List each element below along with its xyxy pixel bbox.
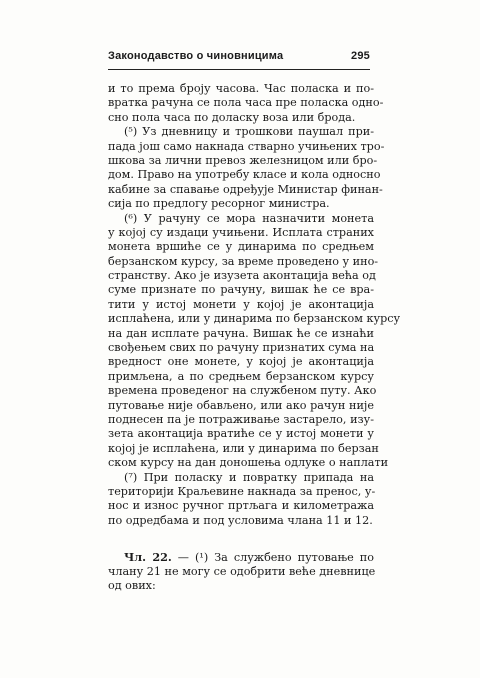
text-line: исплаћена, или у динарима по берзанском курсу [108, 312, 401, 326]
text-line: берзанском курсу, за време проведено у ино- [108, 254, 379, 268]
page-body [108, 82, 401, 593]
article-line-text: — (¹) За службено путовање по [177, 551, 374, 565]
text-line: нос и износ ручног пртљага и километража [108, 499, 374, 513]
text-line: у којој су издаци учињени. Исплата страних [108, 225, 374, 239]
text-line: сија по предлогу ресорног министра. [108, 197, 330, 211]
article-first-line [108, 550, 374, 564]
text-line: пада још само накнада стварно учињених тро- [108, 139, 385, 153]
text-line: дом. Право на употребу класе и кола односно [108, 168, 381, 182]
text-line: тити у истој монети у којој је аконтација [108, 297, 374, 311]
article-line: члану 21 не могу се одобрити веће дневнице [108, 564, 376, 578]
text-line: ском курсу на дан доношења одлуке о наплати [108, 456, 389, 470]
text-line: монета вршиће се у динарима по средњем [108, 240, 374, 254]
text-line: зета аконтација вратиће се у истој монети у [108, 427, 374, 441]
text-line: по одредбама и под условима члана 11 и 12. [108, 513, 373, 527]
text-line: вредност оне монете, у којој је аконтација [108, 355, 374, 369]
text-line: територији Краљевине накнада за пренос, у- [108, 484, 376, 498]
text-line: којој је исплаћена, или у динарима по берзан [108, 441, 379, 455]
text-line: времена проведеног на службеном путу. Ако [108, 384, 377, 398]
text-line: странству. Ако је изузета аконтација већа од [108, 269, 376, 283]
section-gap [108, 528, 374, 550]
text-line: поднесен па је потраживање застарело, изу- [108, 412, 374, 426]
article-label: Чл. 22. [124, 550, 172, 565]
text-line: кабине за спавање одређује Министар финан- [108, 182, 383, 196]
text-line: и то према броју часова. Час поласка и по- [108, 82, 374, 95]
header-rule [108, 69, 370, 70]
text-line: примљена, а по средњем берзанском курсу [108, 369, 374, 383]
text-line: путовање није обављено, или ако рачун није [108, 398, 374, 412]
running-header [108, 50, 370, 66]
text-line: шкова за лични превоз железницом или бро- [108, 153, 378, 167]
article-line: од ових: [108, 578, 156, 592]
text-line: вратка рачуна се пола часа пре поласка одно- [108, 96, 384, 110]
page-number: 295 [351, 50, 370, 62]
text-line: свођењем свих по рачуну признатих сума на [108, 341, 375, 355]
text-line: (⁵) Уз дневницу и трошкови паушал при- [124, 125, 374, 139]
text-line: (⁷) При поласку и повратку припада на [124, 470, 374, 484]
running-title: Законодавство о чиновницима [108, 50, 284, 62]
paragraph-lines [108, 82, 401, 528]
text-line: на дан исплате рачуна. Вишак ће се изнаћи [108, 326, 374, 340]
text-line: сно пола часа по доласку воза или брода. [108, 110, 356, 124]
text-line: суме признате по рачуну, вишак ће се вра- [108, 283, 374, 297]
text-line: (⁶) У рачуну се мора назначити монета [124, 211, 374, 225]
